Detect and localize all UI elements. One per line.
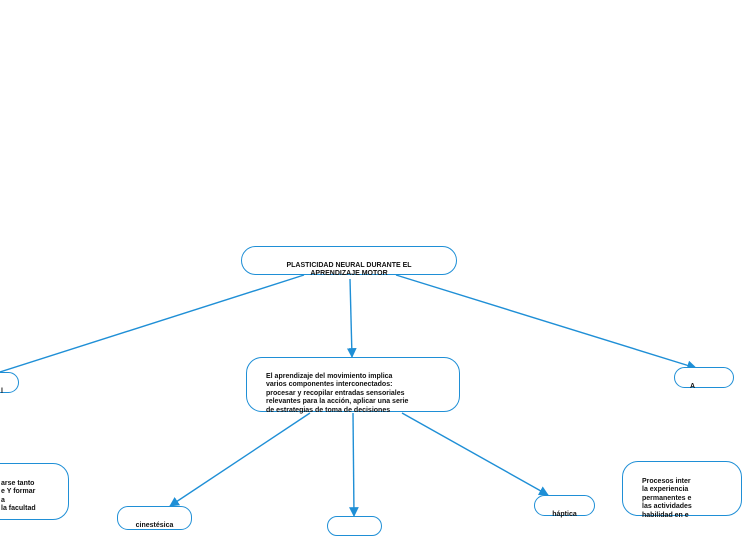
cinestesica-node-label: cinestésica	[135, 521, 174, 529]
link-central-to-bottom	[353, 413, 354, 516]
link-root-to-central	[350, 279, 352, 357]
left-small-node-label: l	[1, 387, 3, 395]
root-node-label: PLASTICIDAD NEURAL DURANTE EL APRENDIZAJE MOTOR	[286, 261, 412, 278]
haptica-node-label: háptica	[552, 510, 577, 518]
bottom-middle-node[interactable]	[327, 516, 382, 536]
right-text-node[interactable]	[622, 461, 742, 519]
right-small-node-label: A	[690, 382, 696, 390]
right-text-node-label: Procesos inter la experiencia permanentes e las actividades habilidad en e	[642, 477, 692, 519]
left-small-node[interactable]	[0, 372, 19, 393]
left-text-node-label: arse tanto e Y formar a la facultad	[1, 479, 36, 513]
link-root-to-right	[396, 275, 696, 368]
left-text-node[interactable]	[0, 463, 69, 520]
haptica-node[interactable]	[534, 495, 595, 516]
link-central-to-haptica	[402, 413, 548, 495]
right-small-node[interactable]	[674, 367, 734, 388]
central-node-label: El aprendizaje del movimiento implica varios componentes interconectados: procesar y recopilar entradas sensoriales relevantes para la acción, aplicar una serie de estrategias de toma de decisiones	[266, 372, 409, 414]
root-node[interactable]	[241, 246, 457, 278]
cinestesica-node[interactable]	[117, 506, 192, 530]
link-central-to-cinestesica	[170, 413, 310, 506]
central-node[interactable]	[246, 357, 460, 412]
